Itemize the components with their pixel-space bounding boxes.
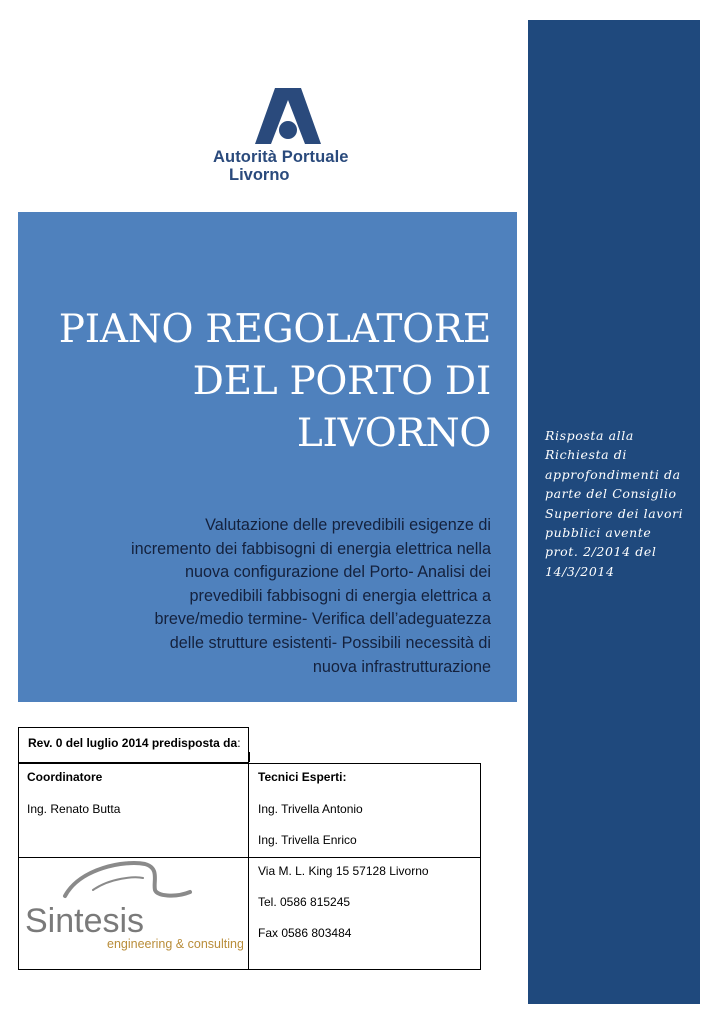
table-divider-horizontal [18, 857, 481, 858]
sidebar-line: Superiore dei lavori [545, 505, 684, 521]
document-subtitle [131, 514, 491, 679]
subtitle-line: breve/medio termine- Verifica dell’adeguatezza [154, 610, 491, 629]
subtitle-line: prevedibili fabbisogni di energia elettrica a [189, 586, 491, 605]
revision-label: Rev. 0 del luglio 2014 predisposta da: [28, 736, 241, 750]
coordinator-header: Coordinatore [27, 770, 103, 784]
port-authority-emblem-icon [253, 86, 323, 146]
subtitle-line: delle strutture esistenti- Possibili necessità di [169, 633, 491, 652]
sidebar-line: Risposta alla [545, 428, 634, 443]
table-divider-vertical [248, 763, 249, 970]
port-authority-logo [213, 86, 363, 186]
title-line: DEL PORTO DI [192, 359, 491, 404]
sidebar-line: 14/3/2014 [545, 563, 615, 579]
sidebar-line: approfondimenti da [545, 466, 681, 482]
expert-name-2: Ing. Trivella Enrico [258, 833, 357, 847]
sidebar-line: Richiesta di [545, 447, 627, 463]
sintesis-tagline: engineering & consulting [107, 937, 243, 951]
subtitle-line: nuova configurazione del Porto- Analisi dei [185, 563, 491, 582]
logo-text-line2: Livorno [229, 166, 290, 184]
expert-name-1: Ing. Trivella Antonio [258, 802, 363, 816]
sidebar-note [545, 426, 695, 581]
subtitle-line: nuova infrastrutturazione [312, 657, 491, 676]
revision-box [18, 727, 249, 763]
title-block [18, 212, 517, 702]
sidebar-line: parte del Consiglio [545, 486, 677, 502]
logo-text-line1: Autorità Portuale [213, 148, 349, 166]
sintesis-swoosh-icon [25, 860, 243, 960]
company-phone: Tel. 0586 815245 [258, 895, 351, 909]
document-title [59, 304, 491, 460]
company-fax: Fax 0586 803484 [258, 926, 352, 940]
title-line: LIVORNO [296, 411, 491, 456]
sidebar-line: pubblici avente [545, 525, 652, 541]
revision-tick [249, 752, 250, 762]
coordinator-name: Ing. Renato Butta [27, 802, 121, 816]
sintesis-logo [25, 860, 243, 960]
sidebar-line: prot. 2/2014 del [545, 544, 657, 560]
subtitle-line: incremento dei fabbisogni di energia elettrica nella [131, 539, 491, 558]
experts-header: Tecnici Esperti: [258, 770, 347, 784]
title-line: PIANO REGOLATORE [58, 307, 491, 352]
sintesis-wordmark: Sintesis [25, 902, 145, 940]
company-address: Via M. L. King 15 57128 Livorno [258, 864, 429, 878]
subtitle-line: Valutazione delle prevedibili esigenze di [205, 516, 491, 534]
